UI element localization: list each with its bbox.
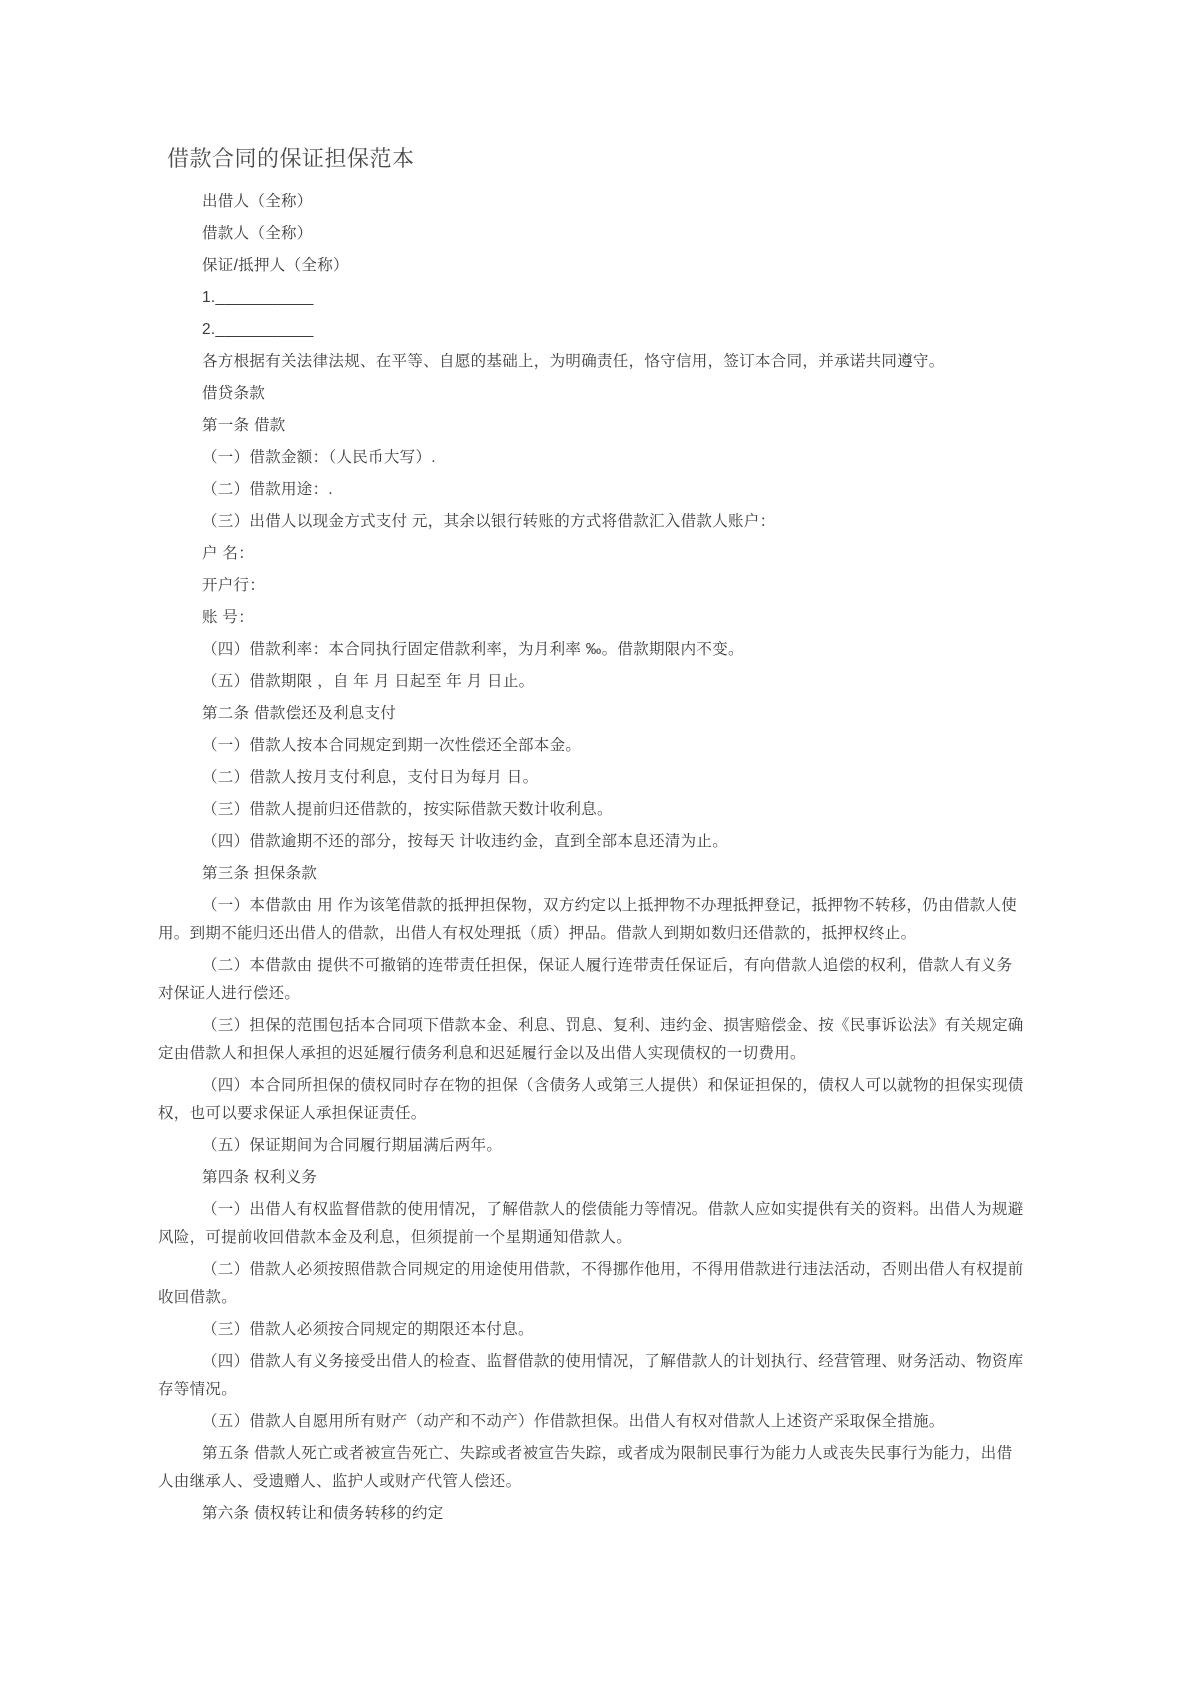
contract-paragraph: 户 名： xyxy=(202,545,255,562)
contract-paragraph: （一）出借人有权监督借款的使用情况，了解借款人的偿债能力等情况。借款人应如实提供有关的资料。出借人为规避风险，可提前收回借款本金及利息，但须提前一个星期通知借款人。 xyxy=(158,1201,1024,1246)
contract-paragraph: 第六条 债权转让和债务转移的约定 xyxy=(202,1505,444,1522)
contract-paragraph: （五）借款人自愿用所有财产（动产和不动产）作借款担保。出借人有权对借款人上述资产采取保全措施。 xyxy=(202,1413,945,1430)
contract-paragraph: （二）借款用途：. xyxy=(202,481,334,498)
contract-paragraph: （四）借款利率：本合同执行固定借款利率，为月利率 ‰。借款期限内不变。 xyxy=(202,641,744,658)
contract-paragraph: 保证/抵押人（全称） xyxy=(202,257,349,274)
contract-paragraph: 借款人（全称） xyxy=(202,225,313,242)
contract-paragraph: （五）借款期限 ，自 年 月 日起至 年 月 日止。 xyxy=(202,673,535,690)
contract-paragraph: 出借人（全称） xyxy=(202,193,313,210)
contract-paragraph: 账 号： xyxy=(202,609,255,626)
contract-paragraph: （四）借款逾期不还的部分，按每天 计收违约金，直到全部本息还清为止。 xyxy=(202,833,729,850)
contract-paragraph: （二）本借款由 提供不可撤销的连带责任担保，保证人履行连带责任保证后，有向借款人追偿的权利，借款人有义务对保证人进行偿还。 xyxy=(158,957,1013,1002)
contract-paragraph: （三）出借人以现金方式支付 元，其余以银行转账的方式将借款汇入借款人账户： xyxy=(202,513,776,530)
contract-paragraph: 第五条 借款人死亡或者被宣告死亡、失踪或者被宣告失踪，或者成为限制民事行为能力人或丧失民事行为能力，出借人由继承人、受遗赠人、监护人或财产代管人偿还。 xyxy=(158,1445,1013,1490)
contract-paragraph: （三）借款人提前归还借款的，按实际借款天数计收利息。 xyxy=(202,801,613,818)
contract-paragraph: （一）借款人按本合同规定到期一次性偿还全部本金。 xyxy=(202,737,582,754)
contract-paragraph: 借贷条款 xyxy=(202,385,266,402)
contract-paragraph: 第二条 借款偿还及利息支付 xyxy=(202,705,397,722)
contract-paragraph: 1.___________ xyxy=(202,289,314,306)
contract-paragraph: 第一条 借款 xyxy=(202,417,286,434)
contract-paragraph: （一）借款金额：（人民币大写）. xyxy=(202,449,436,466)
contract-paragraph: （二）借款人按月支付利息，支付日为每月 日。 xyxy=(202,769,539,786)
contract-paragraph: （三）担保的范围包括本合同项下借款本金、利息、罚息、复利、违约金、损害赔偿金、按《民事诉讼法》有关规定确定由借款人和担保人承担的迟延履行债务利息和迟延履行金以及出借人实现债权的一切费用。 xyxy=(158,1017,1024,1062)
contract-paragraph: 第四条 权利义务 xyxy=(202,1169,318,1186)
document-title: 借款合同的保证担保范本 xyxy=(167,146,415,171)
contract-paragraph: （三）借款人必须按合同规定的期限还本付息。 xyxy=(202,1321,534,1338)
contract-paragraph: 第三条 担保条款 xyxy=(202,865,318,882)
contract-paragraph: （四）本合同所担保的债权同时存在物的担保（含债务人或第三人提供）和保证担保的，债权人可以就物的担保实现债权，也可以要求保证人承担保证责任。 xyxy=(158,1077,1024,1122)
contract-paragraph: 2.___________ xyxy=(202,321,314,338)
contract-paragraph: （二）借款人必须按照借款合同规定的用途使用借款，不得挪作他用，不得用借款进行违法活动，否则出借人有权提前收回借款。 xyxy=(158,1261,1024,1306)
contract-paragraph: （四）借款人有义务接受出借人的检查、监督借款的使用情况，了解借款人的计划执行、经营管理、财务活动、物资库存等情况。 xyxy=(158,1353,1024,1398)
contract-paragraph: 各方根据有关法律法规、在平等、自愿的基础上，为明确责任，恪守信用，签订本合同，并承诺共同遵守。 xyxy=(202,353,945,370)
contract-paragraph: （五）保证期间为合同履行期届满后两年。 xyxy=(202,1137,503,1154)
contract-paragraph: （一）本借款由 用 作为该笔借款的抵押担保物，双方约定以上抵押物不办理抵押登记，抵押物不转移，仍由借款人使用。到期不能归还出借人的借款，出借人有权处理抵（质）押品。借款人到期如数归还借款的，抵押权终止。 xyxy=(158,897,1018,942)
contract-body xyxy=(158,188,1025,1528)
contract-paragraph: 开户行： xyxy=(202,577,266,594)
